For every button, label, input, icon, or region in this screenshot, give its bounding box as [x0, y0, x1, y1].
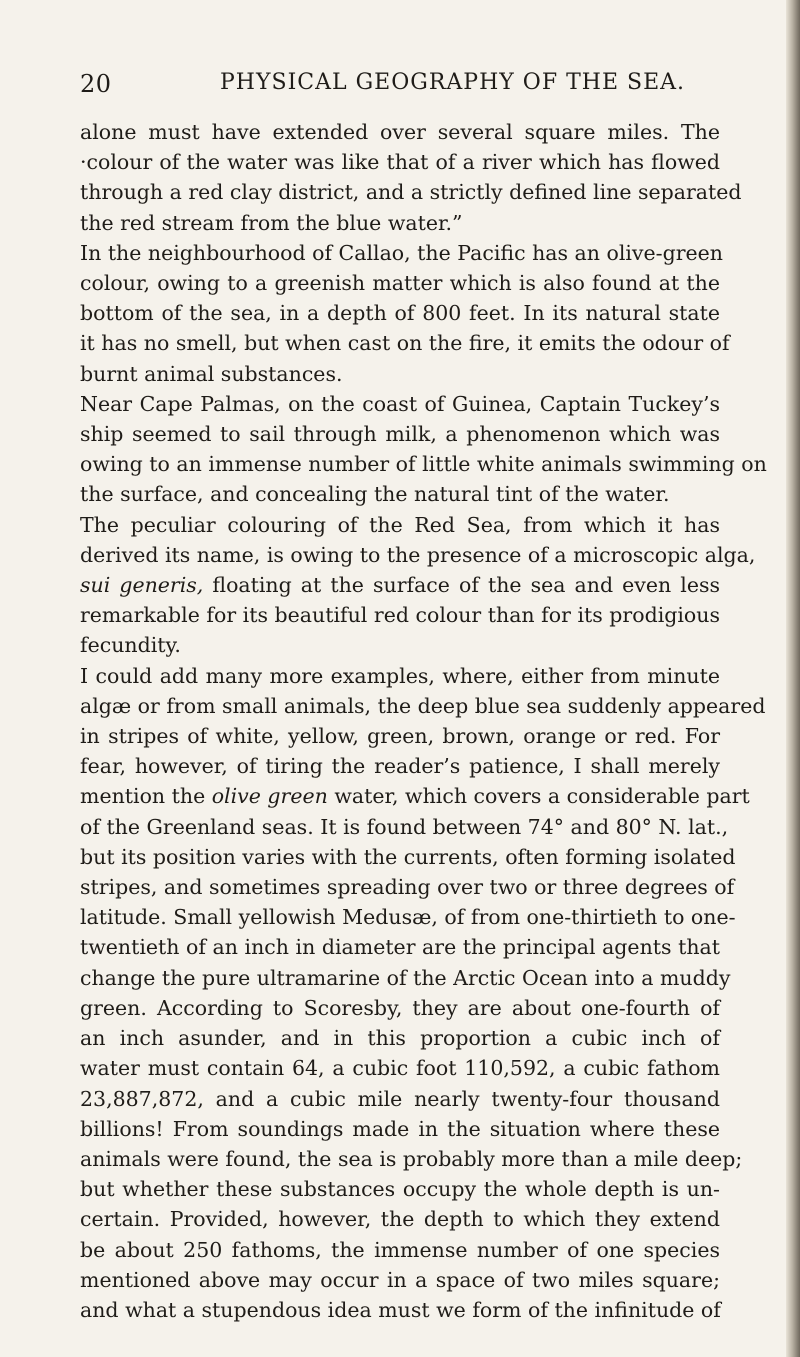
- text-line: certain. Provided, however, the depth to which they extend: [80, 1207, 720, 1232]
- text-line: twentieth of an inch in diameter are the principal agents that: [80, 935, 720, 960]
- text-line: remarkable for its beautiful red colour than for its prodigious: [80, 603, 720, 628]
- page-number: 20: [80, 70, 112, 98]
- text-line: but whether these substances occupy the whole depth is un-: [80, 1177, 720, 1202]
- body-text: [80, 117, 767, 1325]
- text-line: In the neighbourhood of Callao, the Pacific has an olive-green: [80, 240, 723, 265]
- text-line: bottom of the sea, in a depth of 800 feet. In its natural state: [80, 301, 720, 326]
- running-head: PHYSICAL GEOGRAPHY OF THE SEA.: [220, 70, 686, 95]
- text-line: billions! From soundings made in the situation where these: [80, 1116, 720, 1141]
- text-line: be about 250 fathoms, the immense number of one species: [80, 1237, 720, 1262]
- text-line: mention the olive green water, which covers a considerable part: [80, 784, 750, 809]
- text-line: an inch asunder, and in this proportion a cubic inch of: [80, 1026, 720, 1051]
- text-line: ·colour of the water was like that of a river which has flowed: [80, 150, 720, 175]
- italic-phrase: sui generis,: [80, 573, 204, 598]
- text-line: alone must have extended over several square miles. The: [80, 120, 720, 144]
- text-line: colour, owing to a greenish matter which is also found at the: [80, 271, 720, 296]
- text-line: change the pure ultramarine of the Arctic Ocean into a muddy: [80, 965, 731, 990]
- text-line: the surface, and concealing the natural tint of the water.: [80, 482, 670, 507]
- text-line: and what a stupendous idea must we form of the infinitude of: [80, 1297, 721, 1322]
- page-header: [80, 70, 720, 106]
- italic-phrase: olive green: [211, 784, 328, 809]
- text-line: burnt animal substances.: [80, 361, 343, 386]
- text-line: 23,887,872, and a cubic mile nearly twenty-four thousand: [80, 1086, 720, 1111]
- text-line: sui generis, floating at the surface of the sea and even less: [80, 573, 720, 598]
- text-line: I could add many more examples, where, either from minute: [80, 663, 720, 688]
- text-line: The peculiar colouring of the Red Sea, from which it has: [80, 512, 720, 537]
- text-line: through a red clay district, and a strictly defined line separated: [80, 180, 742, 205]
- text-line: owing to an immense number of little white animals swimming on: [80, 452, 767, 477]
- text-line: derived its name, is owing to the presence of a microscopic alga,: [80, 542, 756, 567]
- text-line: fear, however, of tiring the reader’s patience, I shall merely: [80, 754, 720, 779]
- text-line: but its position varies with the currents, often forming isolated: [80, 844, 736, 869]
- text-line: animals were found, the sea is probably more than a mile deep;: [80, 1146, 743, 1171]
- text-line: fecundity.: [80, 633, 181, 658]
- text-line: latitude. Small yellowish Medusæ, of from one-thirtieth to one-: [80, 905, 736, 930]
- text-line: stripes, and sometimes spreading over two or three degrees of: [80, 875, 735, 900]
- text-line: it has no smell, but when cast on the fire, it emits the odour of: [80, 331, 730, 356]
- text-line: green. According to Scoresby, they are about one-fourth of: [80, 995, 720, 1020]
- text-line: algæ or from small animals, the deep blue sea suddenly appeared: [80, 693, 766, 718]
- text-line: of the Greenland seas. It is found between 74° and 80° N. lat.,: [80, 814, 729, 839]
- text-line: in stripes of white, yellow, green, brown, orange or red. For: [80, 724, 720, 749]
- binding-edge-shadow: [786, 0, 800, 1357]
- text-line: the red stream from the blue water.”: [80, 210, 463, 235]
- text-line: Near Cape Palmas, on the coast of Guinea, Captain Tuckey’s: [80, 391, 720, 416]
- text-line: water must contain 64, a cubic foot 110,592, a cubic fathom: [80, 1056, 720, 1081]
- text-line: mentioned above may occur in a space of two miles square;: [80, 1267, 720, 1292]
- text-line: ship seemed to sail through milk, a phenomenon which was: [80, 422, 720, 447]
